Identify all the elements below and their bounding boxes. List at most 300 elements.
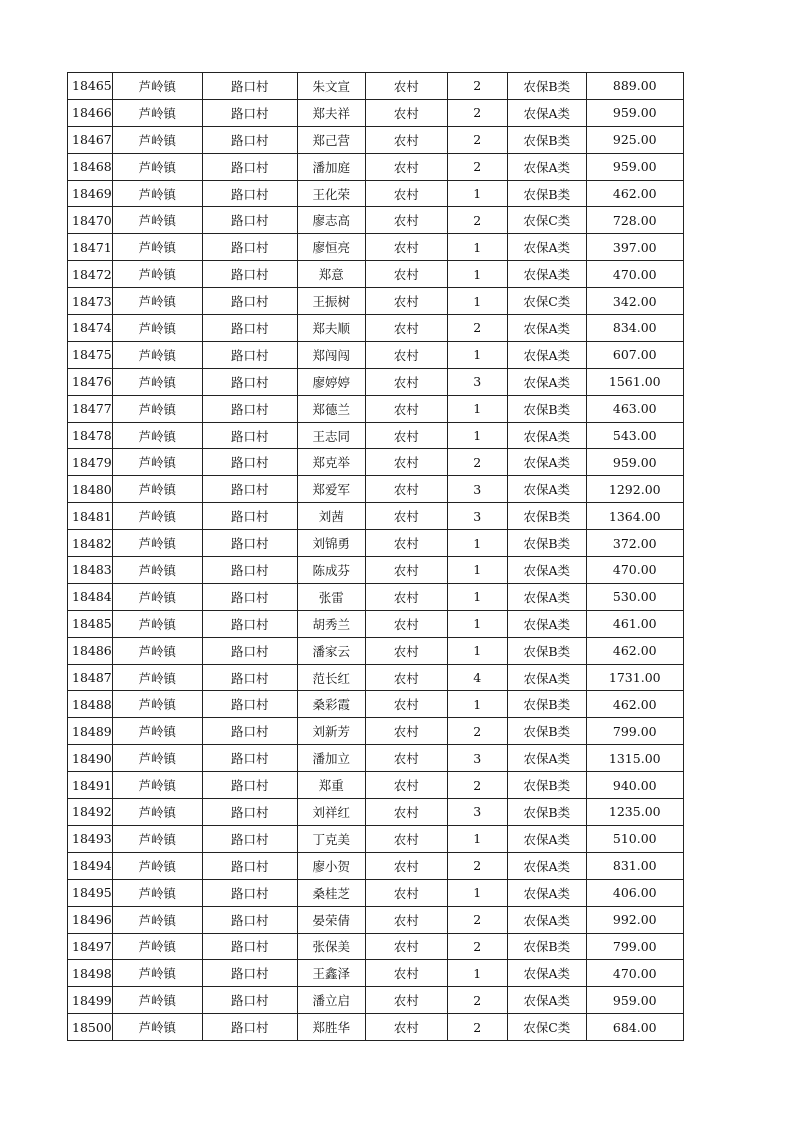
- village-cell: 路口村: [202, 825, 297, 852]
- category-cell: 农保A类: [507, 341, 586, 368]
- village-cell: 路口村: [202, 126, 297, 153]
- table-row: [68, 960, 684, 987]
- household-size-cell: 2: [447, 1014, 507, 1041]
- town-cell: 芦岭镇: [112, 852, 202, 879]
- village-cell: 路口村: [202, 879, 297, 906]
- table-row: [68, 610, 684, 637]
- name-cell: 王振树: [297, 288, 365, 315]
- household-size-cell: 1: [447, 341, 507, 368]
- category-cell: 农保B类: [507, 637, 586, 664]
- table-row: [68, 530, 684, 557]
- name-cell: 廖志高: [297, 207, 365, 234]
- row-number: 18471: [68, 234, 113, 261]
- table-row: [68, 933, 684, 960]
- table-row: [68, 879, 684, 906]
- household-size-cell: 1: [447, 825, 507, 852]
- name-cell: 张雷: [297, 583, 365, 610]
- row-number: 18497: [68, 933, 113, 960]
- household-size-cell: 2: [447, 153, 507, 180]
- name-cell: 刘茜: [297, 503, 365, 530]
- name-cell: 朱文宣: [297, 73, 365, 100]
- town-cell: 芦岭镇: [112, 153, 202, 180]
- name-cell: 郑夫顺: [297, 315, 365, 342]
- category-cell: 农保A类: [507, 449, 586, 476]
- village-cell: 路口村: [202, 153, 297, 180]
- name-cell: 廖恒亮: [297, 234, 365, 261]
- row-number: 18470: [68, 207, 113, 234]
- village-cell: 路口村: [202, 73, 297, 100]
- row-number: 18472: [68, 261, 113, 288]
- category-cell: 农保A类: [507, 960, 586, 987]
- village-cell: 路口村: [202, 503, 297, 530]
- area-type-cell: 农村: [365, 960, 447, 987]
- row-number: 18492: [68, 799, 113, 826]
- row-number: 18485: [68, 610, 113, 637]
- village-cell: 路口村: [202, 718, 297, 745]
- category-cell: 农保C类: [507, 288, 586, 315]
- amount-cell: 992.00: [586, 906, 683, 933]
- table-row: [68, 583, 684, 610]
- amount-cell: 510.00: [586, 825, 683, 852]
- table-row: [68, 718, 684, 745]
- table-row: [68, 261, 684, 288]
- table-row: [68, 825, 684, 852]
- household-size-cell: 1: [447, 557, 507, 584]
- amount-cell: 1731.00: [586, 664, 683, 691]
- amount-cell: 959.00: [586, 153, 683, 180]
- area-type-cell: 农村: [365, 906, 447, 933]
- row-number: 18474: [68, 315, 113, 342]
- area-type-cell: 农村: [365, 879, 447, 906]
- area-type-cell: 农村: [365, 664, 447, 691]
- household-size-cell: 2: [447, 906, 507, 933]
- amount-cell: 959.00: [586, 449, 683, 476]
- name-cell: 郑闯闯: [297, 341, 365, 368]
- household-size-cell: 1: [447, 530, 507, 557]
- amount-cell: 462.00: [586, 180, 683, 207]
- town-cell: 芦岭镇: [112, 476, 202, 503]
- table-row: [68, 207, 684, 234]
- town-cell: 芦岭镇: [112, 557, 202, 584]
- area-type-cell: 农村: [365, 261, 447, 288]
- name-cell: 刘锦勇: [297, 530, 365, 557]
- category-cell: 农保B类: [507, 73, 586, 100]
- area-type-cell: 农村: [365, 933, 447, 960]
- amount-cell: 834.00: [586, 315, 683, 342]
- category-cell: 农保A类: [507, 879, 586, 906]
- village-cell: 路口村: [202, 288, 297, 315]
- village-cell: 路口村: [202, 664, 297, 691]
- village-cell: 路口村: [202, 395, 297, 422]
- row-number: 18494: [68, 852, 113, 879]
- area-type-cell: 农村: [365, 153, 447, 180]
- category-cell: 农保B类: [507, 503, 586, 530]
- table-row: [68, 180, 684, 207]
- household-size-cell: 1: [447, 180, 507, 207]
- area-type-cell: 农村: [365, 637, 447, 664]
- table-row: [68, 1014, 684, 1041]
- category-cell: 农保A类: [507, 153, 586, 180]
- row-number: 18491: [68, 772, 113, 799]
- category-cell: 农保A类: [507, 825, 586, 852]
- category-cell: 农保C类: [507, 1014, 586, 1041]
- amount-cell: 799.00: [586, 718, 683, 745]
- household-size-cell: 2: [447, 99, 507, 126]
- amount-cell: 470.00: [586, 261, 683, 288]
- row-number: 18483: [68, 557, 113, 584]
- amount-cell: 543.00: [586, 422, 683, 449]
- table-row: [68, 691, 684, 718]
- village-cell: 路口村: [202, 315, 297, 342]
- row-number: 18496: [68, 906, 113, 933]
- area-type-cell: 农村: [365, 73, 447, 100]
- household-size-cell: 3: [447, 799, 507, 826]
- amount-cell: 959.00: [586, 987, 683, 1014]
- name-cell: 刘祥红: [297, 799, 365, 826]
- name-cell: 郑克举: [297, 449, 365, 476]
- category-cell: 农保A类: [507, 368, 586, 395]
- village-cell: 路口村: [202, 933, 297, 960]
- amount-cell: 728.00: [586, 207, 683, 234]
- row-number: 18480: [68, 476, 113, 503]
- area-type-cell: 农村: [365, 503, 447, 530]
- category-cell: 农保B类: [507, 530, 586, 557]
- household-size-cell: 2: [447, 987, 507, 1014]
- village-cell: 路口村: [202, 530, 297, 557]
- town-cell: 芦岭镇: [112, 987, 202, 1014]
- row-number: 18465: [68, 73, 113, 100]
- amount-cell: 940.00: [586, 772, 683, 799]
- village-cell: 路口村: [202, 1014, 297, 1041]
- table-row: [68, 288, 684, 315]
- table-row: [68, 637, 684, 664]
- table-row: [68, 73, 684, 100]
- amount-cell: 461.00: [586, 610, 683, 637]
- category-cell: 农保B类: [507, 718, 586, 745]
- household-size-cell: 2: [447, 73, 507, 100]
- village-cell: 路口村: [202, 637, 297, 664]
- household-size-cell: 2: [447, 126, 507, 153]
- name-cell: 王化荣: [297, 180, 365, 207]
- village-cell: 路口村: [202, 906, 297, 933]
- category-cell: 农保A类: [507, 261, 586, 288]
- town-cell: 芦岭镇: [112, 530, 202, 557]
- area-type-cell: 农村: [365, 852, 447, 879]
- table-row: [68, 503, 684, 530]
- town-cell: 芦岭镇: [112, 825, 202, 852]
- table-body: [68, 73, 684, 1041]
- amount-cell: 372.00: [586, 530, 683, 557]
- area-type-cell: 农村: [365, 745, 447, 772]
- amount-cell: 607.00: [586, 341, 683, 368]
- row-number: 18477: [68, 395, 113, 422]
- category-cell: 农保A类: [507, 557, 586, 584]
- village-cell: 路口村: [202, 449, 297, 476]
- row-number: 18500: [68, 1014, 113, 1041]
- name-cell: 潘加立: [297, 745, 365, 772]
- name-cell: 潘立启: [297, 987, 365, 1014]
- category-cell: 农保B类: [507, 180, 586, 207]
- amount-cell: 889.00: [586, 73, 683, 100]
- amount-cell: 470.00: [586, 557, 683, 584]
- household-size-cell: 1: [447, 610, 507, 637]
- town-cell: 芦岭镇: [112, 368, 202, 395]
- amount-cell: 1315.00: [586, 745, 683, 772]
- name-cell: 桑彩霞: [297, 691, 365, 718]
- area-type-cell: 农村: [365, 395, 447, 422]
- household-size-cell: 1: [447, 637, 507, 664]
- household-size-cell: 2: [447, 207, 507, 234]
- table-row: [68, 745, 684, 772]
- category-cell: 农保A类: [507, 664, 586, 691]
- category-cell: 农保A类: [507, 234, 586, 261]
- name-cell: 王鑫泽: [297, 960, 365, 987]
- table-row: [68, 476, 684, 503]
- town-cell: 芦岭镇: [112, 583, 202, 610]
- amount-cell: 530.00: [586, 583, 683, 610]
- area-type-cell: 农村: [365, 583, 447, 610]
- row-number: 18498: [68, 960, 113, 987]
- category-cell: 农保B类: [507, 799, 586, 826]
- amount-cell: 470.00: [586, 960, 683, 987]
- area-type-cell: 农村: [365, 1014, 447, 1041]
- table-row: [68, 987, 684, 1014]
- household-size-cell: 2: [447, 852, 507, 879]
- row-number: 18481: [68, 503, 113, 530]
- household-size-cell: 2: [447, 772, 507, 799]
- row-number: 18499: [68, 987, 113, 1014]
- row-number: 18488: [68, 691, 113, 718]
- name-cell: 陈成芬: [297, 557, 365, 584]
- row-number: 18469: [68, 180, 113, 207]
- table-row: [68, 395, 684, 422]
- household-size-cell: 3: [447, 745, 507, 772]
- name-cell: 郑夫祥: [297, 99, 365, 126]
- row-number: 18493: [68, 825, 113, 852]
- row-number: 18473: [68, 288, 113, 315]
- area-type-cell: 农村: [365, 234, 447, 261]
- amount-cell: 462.00: [586, 637, 683, 664]
- name-cell: 张保美: [297, 933, 365, 960]
- town-cell: 芦岭镇: [112, 637, 202, 664]
- category-cell: 农保C类: [507, 207, 586, 234]
- household-size-cell: 3: [447, 503, 507, 530]
- town-cell: 芦岭镇: [112, 772, 202, 799]
- village-cell: 路口村: [202, 772, 297, 799]
- household-size-cell: 4: [447, 664, 507, 691]
- amount-cell: 799.00: [586, 933, 683, 960]
- area-type-cell: 农村: [365, 718, 447, 745]
- amount-cell: 397.00: [586, 234, 683, 261]
- town-cell: 芦岭镇: [112, 99, 202, 126]
- name-cell: 郑己营: [297, 126, 365, 153]
- amount-cell: 463.00: [586, 395, 683, 422]
- row-number: 18490: [68, 745, 113, 772]
- town-cell: 芦岭镇: [112, 73, 202, 100]
- category-cell: 农保B类: [507, 126, 586, 153]
- row-number: 18486: [68, 637, 113, 664]
- row-number: 18478: [68, 422, 113, 449]
- area-type-cell: 农村: [365, 315, 447, 342]
- name-cell: 郑胜华: [297, 1014, 365, 1041]
- area-type-cell: 农村: [365, 368, 447, 395]
- area-type-cell: 农村: [365, 449, 447, 476]
- town-cell: 芦岭镇: [112, 126, 202, 153]
- name-cell: 郑重: [297, 772, 365, 799]
- town-cell: 芦岭镇: [112, 234, 202, 261]
- village-cell: 路口村: [202, 557, 297, 584]
- village-cell: 路口村: [202, 960, 297, 987]
- amount-cell: 342.00: [586, 288, 683, 315]
- category-cell: 农保A类: [507, 906, 586, 933]
- area-type-cell: 农村: [365, 987, 447, 1014]
- area-type-cell: 农村: [365, 288, 447, 315]
- town-cell: 芦岭镇: [112, 261, 202, 288]
- village-cell: 路口村: [202, 422, 297, 449]
- village-cell: 路口村: [202, 99, 297, 126]
- town-cell: 芦岭镇: [112, 933, 202, 960]
- area-type-cell: 农村: [365, 180, 447, 207]
- village-cell: 路口村: [202, 476, 297, 503]
- category-cell: 农保A类: [507, 610, 586, 637]
- town-cell: 芦岭镇: [112, 288, 202, 315]
- household-size-cell: 2: [447, 449, 507, 476]
- household-size-cell: 1: [447, 234, 507, 261]
- household-size-cell: 1: [447, 288, 507, 315]
- village-cell: 路口村: [202, 207, 297, 234]
- category-cell: 农保B类: [507, 691, 586, 718]
- category-cell: 农保B类: [507, 772, 586, 799]
- household-size-cell: 2: [447, 933, 507, 960]
- name-cell: 廖小贺: [297, 852, 365, 879]
- row-number: 18487: [68, 664, 113, 691]
- row-number: 18475: [68, 341, 113, 368]
- name-cell: 桑桂芝: [297, 879, 365, 906]
- town-cell: 芦岭镇: [112, 664, 202, 691]
- area-type-cell: 农村: [365, 825, 447, 852]
- area-type-cell: 农村: [365, 99, 447, 126]
- village-cell: 路口村: [202, 341, 297, 368]
- row-number: 18466: [68, 99, 113, 126]
- table-row: [68, 772, 684, 799]
- household-size-cell: 3: [447, 368, 507, 395]
- category-cell: 农保A类: [507, 422, 586, 449]
- table-row: [68, 449, 684, 476]
- town-cell: 芦岭镇: [112, 879, 202, 906]
- table-row: [68, 126, 684, 153]
- area-type-cell: 农村: [365, 610, 447, 637]
- category-cell: 农保A类: [507, 99, 586, 126]
- name-cell: 胡秀兰: [297, 610, 365, 637]
- area-type-cell: 农村: [365, 207, 447, 234]
- table-row: [68, 153, 684, 180]
- category-cell: 农保A类: [507, 745, 586, 772]
- row-number: 18495: [68, 879, 113, 906]
- row-number: 18476: [68, 368, 113, 395]
- category-cell: 农保B类: [507, 933, 586, 960]
- category-cell: 农保A类: [507, 852, 586, 879]
- amount-cell: 1292.00: [586, 476, 683, 503]
- household-size-cell: 3: [447, 476, 507, 503]
- town-cell: 芦岭镇: [112, 503, 202, 530]
- name-cell: 范长红: [297, 664, 365, 691]
- town-cell: 芦岭镇: [112, 422, 202, 449]
- town-cell: 芦岭镇: [112, 180, 202, 207]
- household-size-cell: 1: [447, 879, 507, 906]
- town-cell: 芦岭镇: [112, 960, 202, 987]
- village-cell: 路口村: [202, 852, 297, 879]
- data-table: [67, 72, 684, 1041]
- household-size-cell: 1: [447, 422, 507, 449]
- row-number: 18482: [68, 530, 113, 557]
- amount-cell: 1235.00: [586, 799, 683, 826]
- town-cell: 芦岭镇: [112, 449, 202, 476]
- area-type-cell: 农村: [365, 691, 447, 718]
- town-cell: 芦岭镇: [112, 691, 202, 718]
- area-type-cell: 农村: [365, 799, 447, 826]
- area-type-cell: 农村: [365, 126, 447, 153]
- household-size-cell: 1: [447, 583, 507, 610]
- household-size-cell: 1: [447, 395, 507, 422]
- row-number: 18489: [68, 718, 113, 745]
- row-number: 18468: [68, 153, 113, 180]
- category-cell: 农保A类: [507, 583, 586, 610]
- category-cell: 农保B类: [507, 395, 586, 422]
- town-cell: 芦岭镇: [112, 610, 202, 637]
- village-cell: 路口村: [202, 799, 297, 826]
- household-size-cell: 1: [447, 691, 507, 718]
- row-number: 18479: [68, 449, 113, 476]
- category-cell: 农保A类: [507, 315, 586, 342]
- name-cell: 郑意: [297, 261, 365, 288]
- table-row: [68, 799, 684, 826]
- household-size-cell: 2: [447, 718, 507, 745]
- row-number: 18484: [68, 583, 113, 610]
- name-cell: 刘新芳: [297, 718, 365, 745]
- town-cell: 芦岭镇: [112, 315, 202, 342]
- area-type-cell: 农村: [365, 530, 447, 557]
- name-cell: 廖婷婷: [297, 368, 365, 395]
- name-cell: 王志同: [297, 422, 365, 449]
- area-type-cell: 农村: [365, 772, 447, 799]
- amount-cell: 925.00: [586, 126, 683, 153]
- town-cell: 芦岭镇: [112, 906, 202, 933]
- town-cell: 芦岭镇: [112, 799, 202, 826]
- name-cell: 郑德兰: [297, 395, 365, 422]
- name-cell: 郑爱军: [297, 476, 365, 503]
- category-cell: 农保A类: [507, 987, 586, 1014]
- table-row: [68, 422, 684, 449]
- category-cell: 农保A类: [507, 476, 586, 503]
- table-row: [68, 341, 684, 368]
- village-cell: 路口村: [202, 368, 297, 395]
- amount-cell: 1364.00: [586, 503, 683, 530]
- village-cell: 路口村: [202, 610, 297, 637]
- amount-cell: 462.00: [586, 691, 683, 718]
- area-type-cell: 农村: [365, 557, 447, 584]
- name-cell: 丁克美: [297, 825, 365, 852]
- village-cell: 路口村: [202, 745, 297, 772]
- area-type-cell: 农村: [365, 422, 447, 449]
- town-cell: 芦岭镇: [112, 718, 202, 745]
- table-row: [68, 234, 684, 261]
- household-size-cell: 1: [447, 261, 507, 288]
- table-row: [68, 99, 684, 126]
- household-size-cell: 1: [447, 960, 507, 987]
- name-cell: 潘家云: [297, 637, 365, 664]
- amount-cell: 1561.00: [586, 368, 683, 395]
- town-cell: 芦岭镇: [112, 207, 202, 234]
